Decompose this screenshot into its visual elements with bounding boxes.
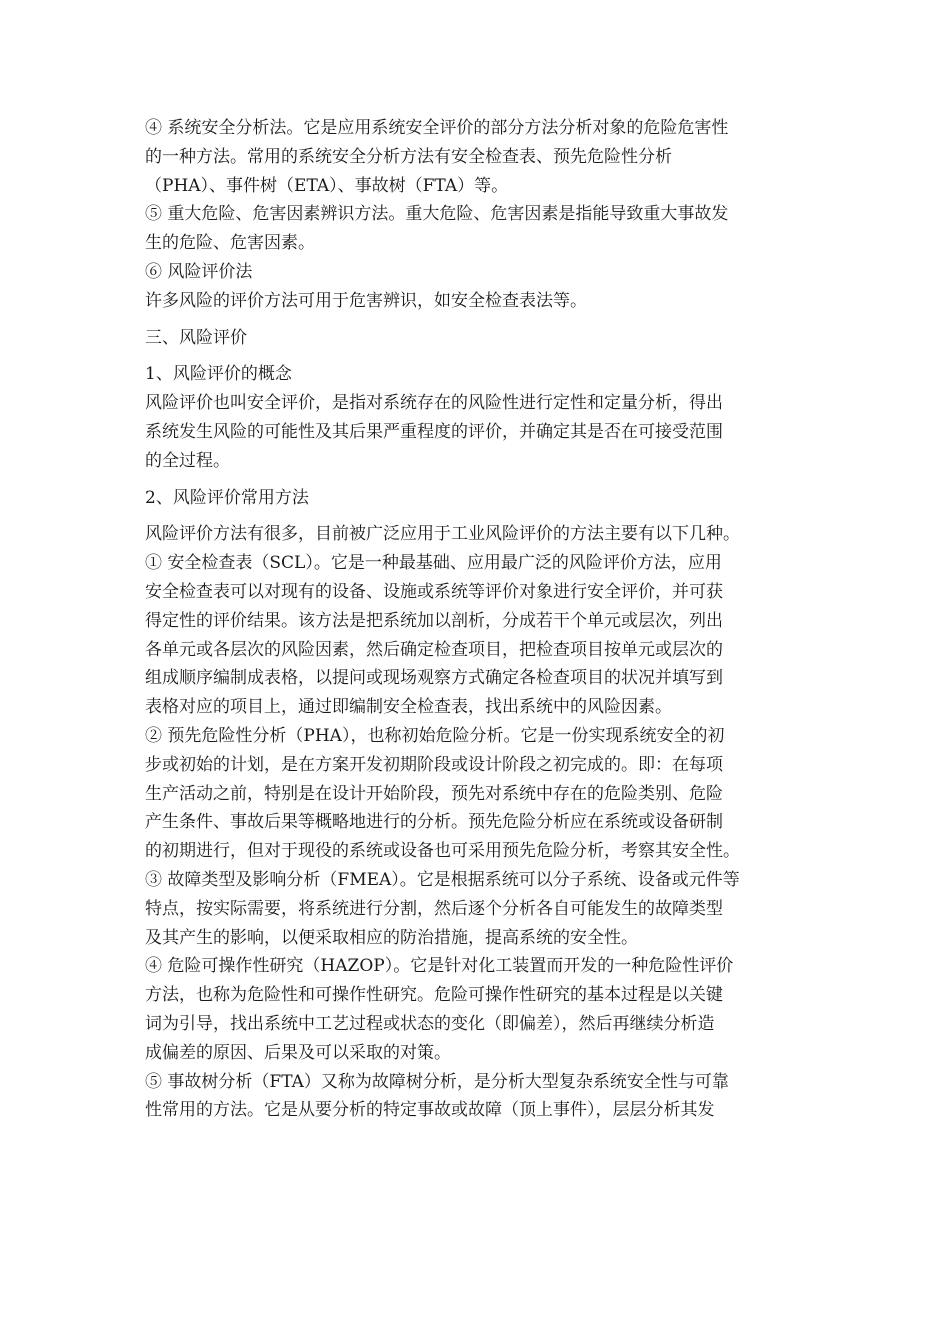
subsection-title-methods: 2、风险评价常用方法 — [145, 487, 309, 508]
text-line: ③ 故障类型及影响分析（FMEA）。它是根据系统可以分子系统、设备或元件等 — [145, 869, 740, 890]
text-line: 词为引导，找出系统中工艺过程或状态的变化（即偏差），然后再继续分析造 — [145, 1013, 715, 1034]
text-line: 生的危险、危害因素。 — [145, 233, 315, 254]
text-line: ④ 系统安全分析法。它是应用系统安全评价的部分方法分析对象的危险危害性 — [145, 118, 729, 138]
text-line: 性常用的方法。它是从要分析的特定事故或故障（顶上事件），层层分析其发 — [145, 1100, 715, 1121]
paragraph-hazop — [145, 952, 810, 1067]
text-line: 产生条件、事故后果等概略地进行的分析。预先危险分析应在系统或设备研制 — [145, 812, 723, 833]
text-line: ⑤ 重大危险、危害因素辨识方法。重大危险、危害因素是指能导致重大事故发 — [145, 204, 729, 225]
paragraph-risk-evaluation-method: 许多风险的评价方法可用于危害辨识，如安全检查表法等。 — [145, 290, 587, 311]
text-line: 成偏差的原因、后果及可以采取的对策。 — [145, 1042, 451, 1063]
text-line: ① 安全检查表（SCL）。它是一种最基础、应用最广泛的风险评价方法，应用 — [145, 553, 722, 574]
text-line: ⑤ 事故树分析（FTA）又称为故障树分析，是分析大型复杂系统安全性与可靠 — [145, 1071, 729, 1092]
paragraph-scl — [145, 549, 810, 722]
text-line: 的全过程。 — [145, 450, 230, 471]
paragraph-fta — [145, 1068, 810, 1126]
text-line: 系统发生风险的可能性及其后果严重程度的评价，并确定其是否在可接受范围 — [145, 421, 723, 442]
text-line: 的一种方法。常用的系统安全分析方法有安全检查表、预先危险性分析 — [145, 146, 672, 167]
text-line: 得定性的评价结果。该方法是把系统加以剖析，分成若干个单元或层次，列出 — [145, 610, 723, 631]
text-line: 生产活动之前，特别是在设计开始阶段，预先对系统中存在的危险类别、危险 — [145, 783, 723, 804]
text-line: ② 预先危险性分析（PHA），也称初始危险分析。它是一份实现系统安全的初 — [145, 725, 725, 746]
paragraph-fmea — [145, 866, 810, 952]
paragraph-major-hazard — [145, 200, 810, 258]
text-line: 表格对应的项目上，通过即编制安全检查表，找出系统中的风险因素。 — [145, 697, 672, 718]
text-line: 风险评价也叫安全评价，是指对系统存在的风险性进行定性和定量分析，得出 — [145, 393, 723, 414]
text-line: 安全检查表可以对现有的设备、设施或系统等评价对象进行安全评价，并可获 — [145, 581, 723, 602]
subsection-title-concept: 1、风险评价的概念 — [145, 364, 292, 385]
text-line: ④ 危险可操作性研究（HAZOP）。它是针对化工装置而开发的一种危险性评价 — [145, 956, 734, 977]
text-line: （PHA）、事件树（ETA）、事故树（FTA）等。 — [145, 175, 509, 196]
text-line: 的初期进行，但对于现役的系统或设备也可采用预先危险分析，考察其安全性。 — [145, 841, 740, 862]
heading-risk-evaluation-method: ⑥ 风险评价法 — [145, 261, 253, 282]
text-line: 各单元或各层次的风险因素，然后确定检查项目，把检查项目按单元或层次的 — [145, 639, 723, 660]
text-line: 步或初始的计划，是在方案开发初期阶段或设计阶段之初完成的。即：在每项 — [145, 754, 723, 775]
text-line: 特点，按实际需要，将系统进行分割，然后逐个分析各自可能发生的故障类型 — [145, 898, 723, 919]
paragraph-system-safety-analysis — [145, 114, 810, 200]
text-line: 及其产生的影响，以便采取相应的防治措施，提高系统的安全性。 — [145, 927, 638, 948]
text-line: 组成顺序编制成表格，以提问或现场观察方式确定各检查项目的状况并填写到 — [145, 668, 723, 689]
paragraph-concept — [145, 389, 810, 475]
section-title-risk-evaluation: 三、风险评价 — [145, 327, 247, 348]
paragraph-pha — [145, 722, 810, 866]
text-line: 方法，也称为危险性和可操作性研究。危险可操作性研究的基本过程是以关键 — [145, 985, 723, 1006]
document-body — [145, 114, 810, 1125]
paragraph-methods-intro: 风险评价方法有很多，目前被广泛应用于工业风险评价的方法主要有以下几种。 — [145, 524, 740, 545]
